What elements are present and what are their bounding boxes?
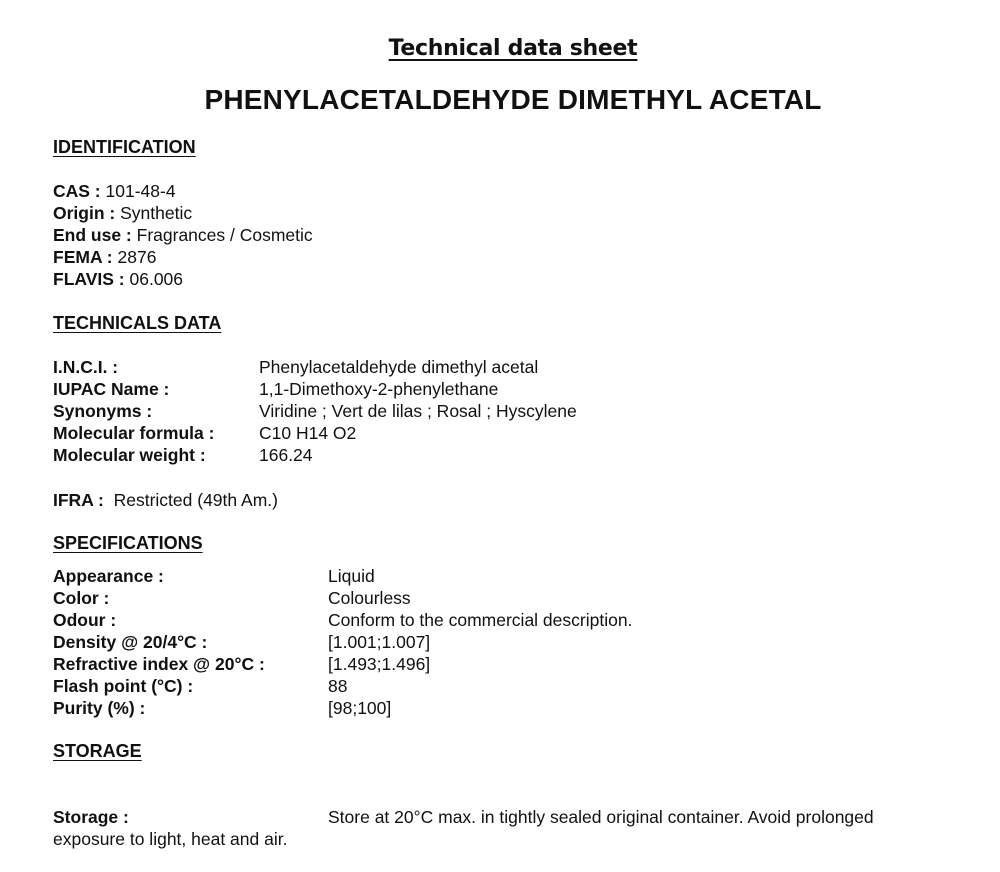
end-use-label: End use :	[53, 225, 132, 245]
synonyms-label: Synonyms :	[53, 401, 153, 421]
document-title: Technical data sheet	[388, 36, 638, 61]
origin-value: Synthetic	[120, 203, 193, 223]
cas-value: 101-48-4	[105, 181, 176, 201]
odour-label: Odour :	[53, 610, 117, 630]
fema-line	[53, 246, 156, 268]
storage-label: Storage :	[53, 807, 129, 827]
cas-label: CAS :	[53, 181, 101, 201]
flash-point-value: 88	[328, 676, 348, 696]
purity-value: [98;100]	[328, 698, 392, 718]
density-value: [1.001;1.007]	[328, 632, 431, 652]
weight-label: Molecular weight :	[53, 445, 206, 465]
end-use-value: Fragrances / Cosmetic	[136, 225, 313, 245]
product-name: PHENYLACETALDEHYDE DIMETHYL ACETAL	[204, 84, 822, 115]
iupac-label: IUPAC Name :	[53, 379, 170, 399]
formula-value: C10 H14 O2	[259, 423, 357, 443]
density-label: Density @ 20/4°C :	[53, 632, 208, 652]
inci-label: I.N.C.I. :	[53, 357, 119, 377]
storage-value: Store at 20°C max. in tightly sealed original container. Avoid prolonged	[328, 807, 874, 827]
end-use-line	[53, 224, 313, 246]
storage-value-continued: exposure to light, heat and air.	[53, 829, 288, 849]
fema-label: FEMA :	[53, 247, 113, 267]
storage-heading: STORAGE	[53, 741, 142, 761]
color-value: Colourless	[328, 588, 411, 608]
flavis-label: FLAVIS :	[53, 269, 125, 289]
ifra-label: IFRA :	[53, 490, 104, 510]
fema-value: 2876	[117, 247, 157, 267]
origin-label: Origin :	[53, 203, 116, 223]
appearance-label: Appearance :	[53, 566, 164, 586]
ifra-line	[53, 489, 278, 511]
origin-line	[53, 202, 192, 224]
purity-label: Purity (%) :	[53, 698, 146, 718]
flash-point-label: Flash point (°C) :	[53, 676, 194, 696]
formula-label: Molecular formula :	[53, 423, 215, 443]
ifra-value: Restricted (49th Am.)	[113, 490, 278, 510]
odour-value: Conform to the commercial description.	[328, 610, 633, 630]
flavis-value: 06.006	[129, 269, 184, 289]
specifications-heading: SPECIFICATIONS	[53, 533, 203, 553]
synonyms-value: Viridine ; Vert de lilas ; Rosal ; Hyscylene	[259, 401, 577, 421]
inci-value: Phenylacetaldehyde dimethyl acetal	[259, 357, 539, 377]
color-label: Color :	[53, 588, 110, 608]
technical-heading: TECHNICALS DATA	[53, 313, 222, 333]
identification-heading: IDENTIFICATION	[53, 137, 196, 157]
cas-line	[53, 180, 176, 202]
flavis-line	[53, 268, 183, 290]
weight-value: 166.24	[259, 445, 313, 465]
appearance-value: Liquid	[328, 566, 375, 586]
iupac-value: 1,1-Dimethoxy-2-phenylethane	[259, 379, 499, 399]
refractive-index-label: Refractive index @ 20°C :	[53, 654, 265, 674]
refractive-index-value: [1.493;1.496]	[328, 654, 431, 674]
